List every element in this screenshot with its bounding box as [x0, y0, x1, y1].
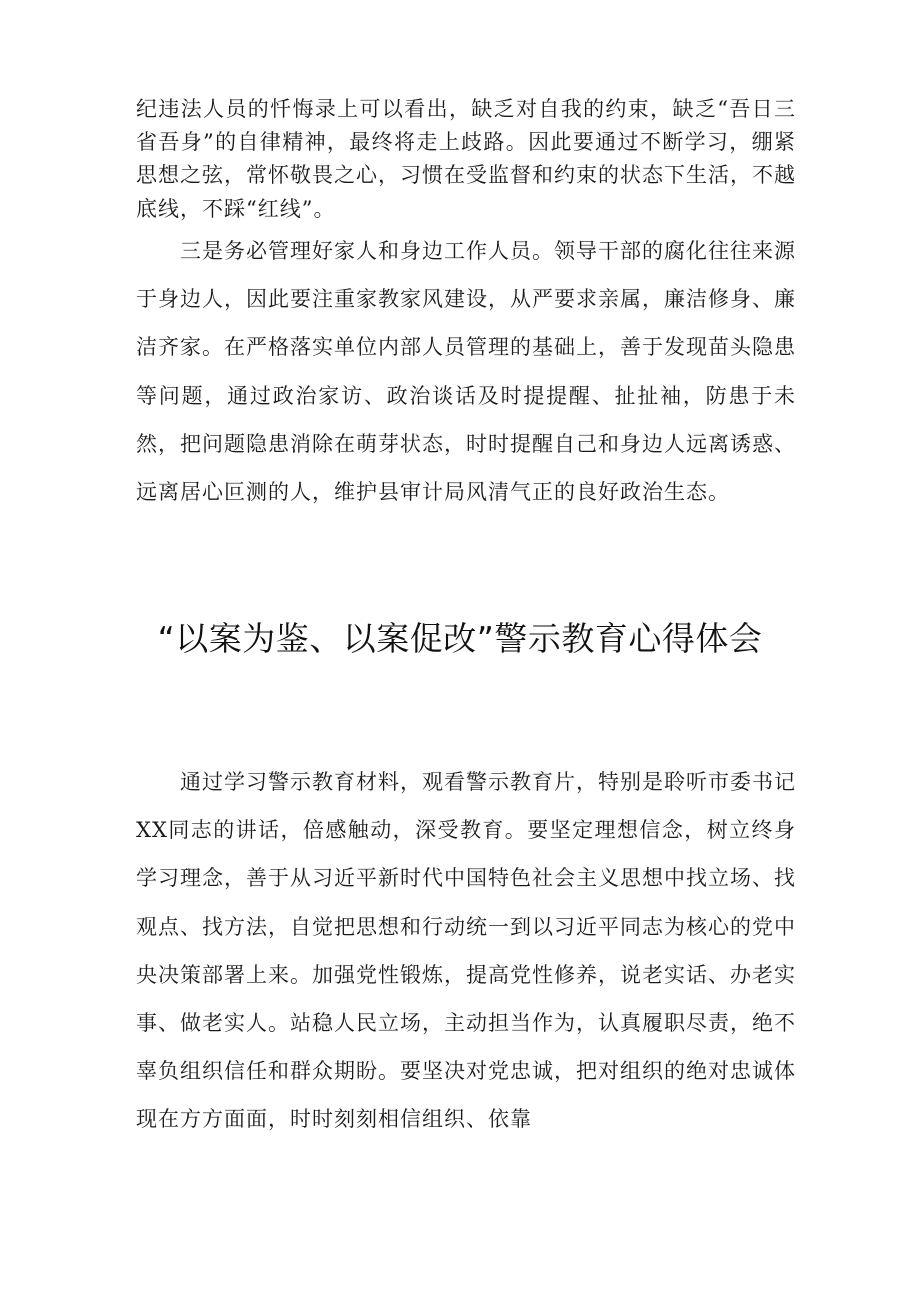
continuation-paragraph: 纪违法人员的忏悔录上可以看出，缺乏对自我的约束，缺乏“吾日三省吾身”的自律精神，最终将走上歧路。因此要通过不断学习，绷紧思想之弦，常怀敬畏之心，习惯在受监督和约束的状态下生活，不越底线，不踩“红线”。 [136, 97, 796, 221]
document-title: “以案为鉴、以案促改”警示教育心得体会 [157, 619, 763, 658]
body-paragraph: 通过学习警示教育材料，观看警示教育片，特别是聆听市委书记XX同志的讲话，倍感触动，深受教育。要坚定理想信念，树立终身学习理念，善于从习近平新时代中国特色社会主义思想中找立场、找观点、找方法，自觉把思想和行动统一到以习近平同志为核心的党中央决策部署上来。加强党性锻炼，提高党性修养，说老实话、办老实事、做老实人。站稳人民立场，主动担当作为，认真履职尽责，绝不辜负组织信任和群众期盼。要坚决对党忠诚，把对组织的绝对忠诚体现在方方面面，时时刻刻相信组织、依靠 [136, 770, 796, 1132]
third-point-paragraph: 三是务必管理好家人和身边工作人员。领导干部的腐化往往来源于身边人，因此要注重家教家风建设，从严要求亲属，廉洁修身、廉洁齐家。在严格落实单位内部人员管理的基础上，善于发现苗头隐患等问题，通过政治家访、政治谈话及时提提醒、扯扯袖，防患于未然，把问题隐患消除在萌芽状态，时时提醒自己和身边人远离诱惑、远离居心叵测的人，维护县审计局风清气正的良好政治生态。 [136, 239, 796, 505]
